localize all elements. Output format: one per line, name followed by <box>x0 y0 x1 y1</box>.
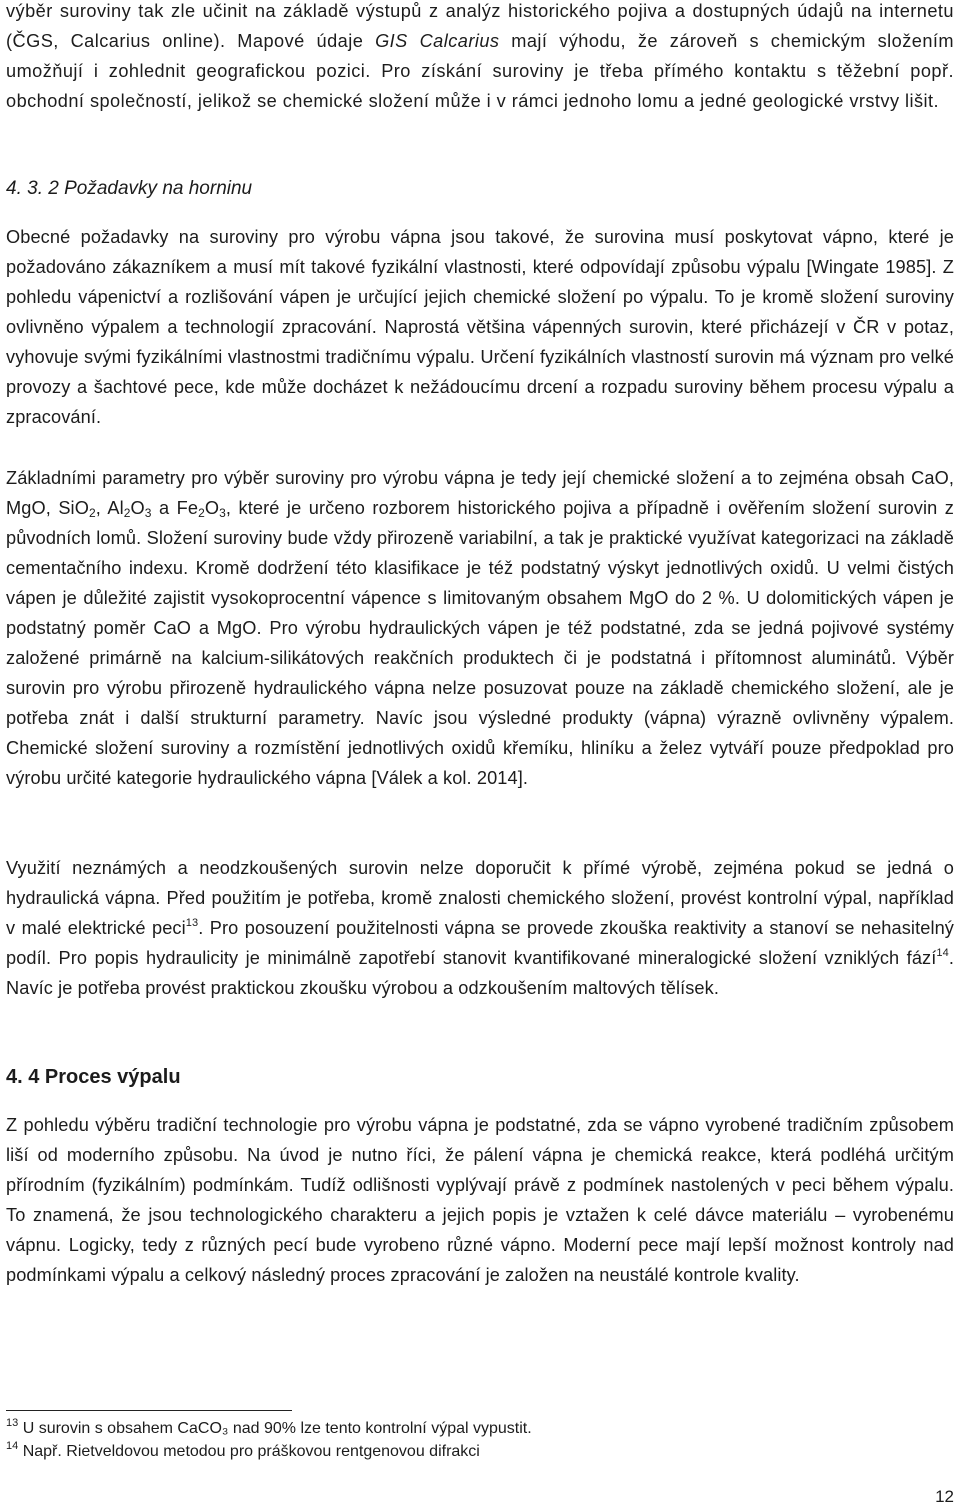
section-heading-4-3-2: 4. 3. 2 Požadavky na horninu <box>6 178 253 199</box>
intro-text-b: mají výhodu, že zároveň s chemickým složením umožňují i zohlednit geografickou pozici. Pro získání suroviny je třeba přímého kontaktu s těžební popř. obchodní společností, jelikož se chemické složení může i v rámci jednoho lomu a jedné geologické vrstvy lišit. <box>6 31 954 111</box>
p3-text-a: Využití neznámých a neodzkoušených surovin nelze doporučit k přímé výrobě, zejména pokud se jedná o hydraulická vápna. Před použitím je potřeba, kromě znalosti chemického složení, provést kontrolní výpal, například v malé elektrické peci <box>6 858 954 938</box>
p2-text-f: , které je určeno rozborem historického pojiva a případně i ověřením složení surovin z původních lomů. Složení suroviny bude vždy přirozeně variabilní, a tak je praktické využívat kategorizaci na základě cementačního indexu. Kromě dodržení této klasifikace je též podstatný výskyt jednotlivých oxidů. U velmi čistých vápen je důležité zajistit vysokoprocentní vápence s limitovaným obsahem MgO do 2 %. U dolomitických vápen je podstatný poměr CaO a MgO. Pro výrobu hydraulických vápen je též podstatné, zda se jedná pojivové systémy založené primárně na kalcium-silikátových reakčních produktech či je podstatná i přítomnost aluminátů. Výběr surovin pro výrobu přirozeně hydraulického vápna nelze posuzovat pouze na základě chemického složení, ale je potřeba znát i další strukturní parametry. Navíc jsou výsledné produkty (vápna) výrazně ovlivněny výpalem. Chemické složení suroviny a rozmístění jednotlivých oxidů křemíku, hliníku a želez vytváří pouze předpoklad pro výrobu určité kategorie hydraulického vápna [Válek a kol. 2014]. <box>6 498 954 788</box>
p2-text-c: O <box>130 498 145 518</box>
page-number: 12 <box>935 1487 954 1506</box>
footnote-13 <box>6 1418 532 1440</box>
section-44-paragraph-1: Z pohledu výběru tradiční technologie pro výrobu vápna je podstatné, zda se vápno vyrobené tradičním způsobem liší od moderního způsobu. Na úvod je nutno říci, že pálení vápna je chemická reakce, která podléhá určitým přírodním (fyzikálním) podmínkám. Tudíž odlišnosti vyplývají právě z podmínek nastolených v peci během výpalu. To znamená, že jsou technologického charakteru a jejich popis je vztažen k celé dávce materiálu – vyrobenému vápnu. Logicky, tedy z různých pecí bude vyrobeno různé vápno. Moderní pece mají lepší možnost kontroly nad podmínkami výpalu a celkový následný proces zpracování je založen na neustálé kontrole kvality. <box>6 1115 954 1285</box>
footnote-ref-13[interactable]: 13 <box>185 917 199 929</box>
section-432-paragraph-2 <box>6 463 954 793</box>
section-432-paragraph-1: Obecné požadavky na suroviny pro výrobu vápna jsou takové, že surovina musí poskytovat vápno, které je požadováno zákazníkem a musí mít takové fyzikální vlastnosti, které odpovídají způsobu výpalu [Wingate 1985]. Z pohledu vápenictví a rozlišování vápen je určující jejich chemické složení po výpalu. To je kromě složení suroviny ovlivněno výpalem a technologií zpracování. Naprostá většina vápenných surovin, které přicházejí v ČR v potaz, vyhovuje svými fyzikálními vlastnostmi tradičnímu výpalu. Určení fyzikálních vlastností surovin má význam pro velké provozy a šachtové pece, kde může docházet k nežádoucímu drcení a rozpadu suroviny během procesu výpalu a zpracování. <box>6 227 954 427</box>
footnote-14 <box>6 1441 480 1463</box>
footnote-number: 13 <box>6 1417 19 1429</box>
footnote-divider <box>6 1410 292 1411</box>
p3-text-b: . Pro posouzení použitelnosti vápna se provede zkouška reaktivity a stanoví se nehasitelný podíl. Pro popis hydraulicity je minimálně zapotřebí stanovit kvantifikované mineralogické složení vzniklých fází <box>6 918 954 968</box>
p2-text-e: O <box>204 498 220 518</box>
p2-text-b: , Al <box>95 498 124 518</box>
sub-2: 2 <box>123 506 131 520</box>
intro-text-a: výběr suroviny tak zle učinit na základě výstupů z analýz historického pojiva a dostupných údajů na internetu (ČGS, Calcarius online). Mapové údaje <box>6 1 954 51</box>
p2-text-d: a Fe <box>151 498 199 518</box>
footnote-text: U surovin s obsahem CaCO₃ nad 90% lze tento kontrolní výpal vypustit. <box>18 1420 532 1437</box>
sub-3: 3 <box>144 506 152 520</box>
footnote-number: 14 <box>6 1440 19 1452</box>
p2-text-a: Základními parametry pro výběr suroviny pro výrobu vápna je tedy její chemické složení a to zejména obsah CaO, MgO, SiO <box>6 468 954 518</box>
p3-text-c: . Navíc je potřeba provést praktickou zkoušku výrobou a odzkoušením maltových tělísek. <box>6 948 954 998</box>
footnote-text: Např. Rietveldovou metodou pro práškovou rentgenovou difrakci <box>18 1443 480 1460</box>
section-heading-4-4: 4. 4 Proces výpalu <box>6 1066 181 1088</box>
footnote-ref-14[interactable]: 14 <box>936 947 949 959</box>
sub-2: 2 <box>198 506 205 520</box>
sub-3: 3 <box>219 506 226 520</box>
sub-2: 2 <box>88 506 96 520</box>
section-432-paragraph-3 <box>6 853 954 1003</box>
intro-paragraph <box>6 0 954 116</box>
intro-gis-italic: GIS Calcarius <box>375 31 500 51</box>
